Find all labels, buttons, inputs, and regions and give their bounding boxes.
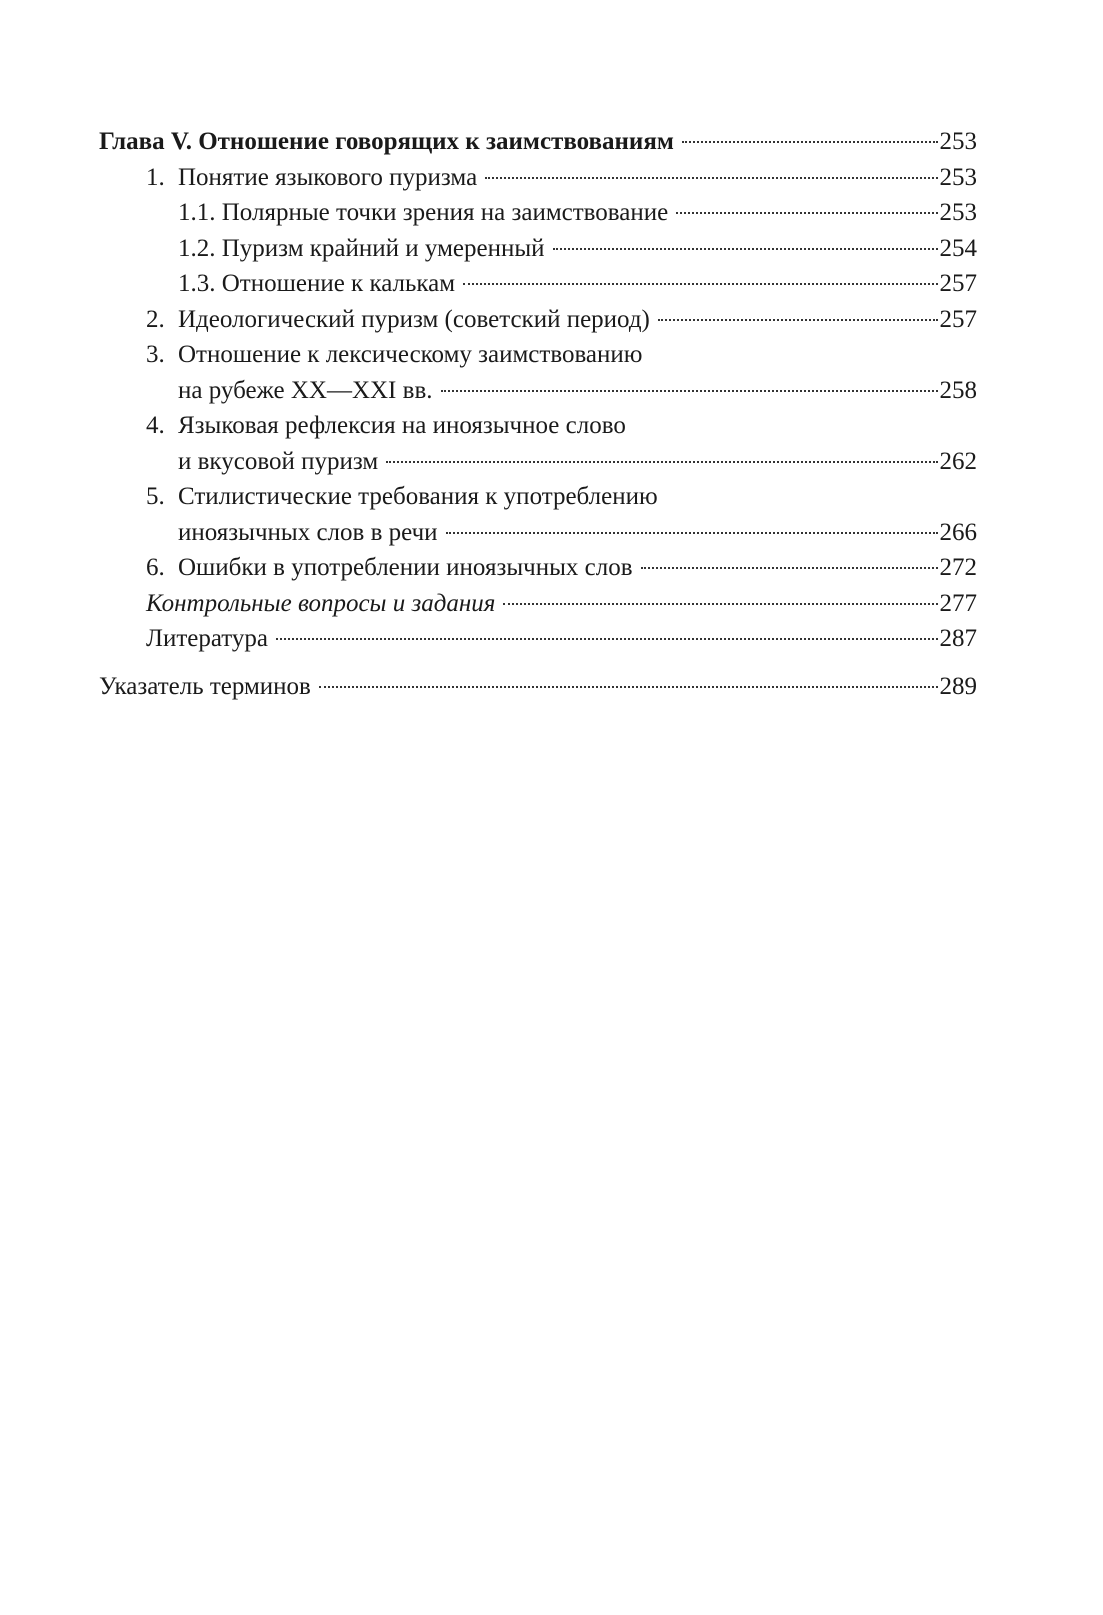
toc-entry-title: Понятие языкового пуризма <box>178 163 478 191</box>
dot-leader <box>276 638 938 640</box>
toc-entry[interactable] <box>99 550 977 586</box>
toc-entry-number: 2. <box>146 305 165 333</box>
dot-leader <box>676 212 937 214</box>
toc-entry-title: 1.1. Полярные точки зрения на заимствование <box>178 199 669 226</box>
toc-entry-title: Контрольные вопросы и задания <box>146 589 496 617</box>
toc-entry-title: 1.2. Пуризм крайний и умеренный <box>178 234 545 262</box>
toc-subentry[interactable] <box>99 266 977 302</box>
toc-subentry[interactable] <box>99 231 977 267</box>
toc-entry-literature[interactable] <box>99 621 977 657</box>
dot-leader <box>441 390 938 392</box>
table-of-contents <box>99 124 977 704</box>
toc-entry-number: 3. <box>146 341 165 368</box>
toc-entry-title-line2: и вкусовой пуризм <box>178 447 379 475</box>
toc-entry-number: 4. <box>146 412 165 439</box>
toc-entry-number: 1. <box>146 163 165 191</box>
toc-entry-title: Указатель терминов <box>99 672 311 700</box>
toc-entry-title-line2: на рубеже XX—XXI вв. <box>178 376 433 404</box>
toc-page-number: 266 <box>939 518 977 546</box>
toc-chapter-entry[interactable] <box>99 124 977 160</box>
toc-entry-title-line1: Языковая рефлексия на иноязычное слово <box>178 412 626 439</box>
toc-entry[interactable] <box>99 160 977 196</box>
toc-entry-number: 6. <box>146 554 165 581</box>
dot-leader <box>463 283 937 285</box>
toc-page-number: 258 <box>939 376 977 404</box>
toc-page-number: 257 <box>939 305 977 333</box>
dot-leader <box>319 686 938 688</box>
dot-leader <box>553 248 938 250</box>
toc-page-number: 253 <box>939 199 977 226</box>
toc-page-number: 257 <box>939 270 977 297</box>
toc-entry[interactable] <box>99 337 977 408</box>
toc-page-number: 253 <box>939 163 977 191</box>
toc-entry-title-line1: Стилистические требования к употреблению <box>178 483 658 510</box>
dot-leader <box>658 319 938 321</box>
toc-page-number: 253 <box>939 128 977 155</box>
dot-leader <box>386 461 937 463</box>
toc-entry[interactable] <box>99 408 977 479</box>
dot-leader <box>641 567 938 569</box>
toc-page-number: 277 <box>939 589 977 617</box>
dot-leader <box>682 141 938 143</box>
toc-entry-title-line2: иноязычных слов в речи <box>178 518 438 546</box>
toc-subentry[interactable] <box>99 195 977 231</box>
dot-leader <box>485 177 937 179</box>
dot-leader <box>503 603 937 605</box>
toc-entry-title: Идеологический пуризм (советский период) <box>178 305 650 333</box>
toc-page-number: 287 <box>939 625 977 652</box>
toc-entry-title-line1: Отношение к лексическому заимствованию <box>178 341 643 368</box>
toc-entry-title: 1.3. Отношение к калькам <box>178 270 456 297</box>
toc-entry[interactable] <box>99 479 977 550</box>
toc-chapter-title: Глава V. Отношение говорящих к заимствованиям <box>99 128 674 155</box>
toc-entry-title: Литература <box>146 625 268 652</box>
toc-entry-number: 5. <box>146 483 165 510</box>
toc-page-number: 272 <box>939 554 977 581</box>
toc-page-number: 289 <box>939 672 977 700</box>
dot-leader <box>446 532 938 534</box>
toc-entry-review-questions[interactable] <box>99 586 977 622</box>
toc-entry-index[interactable] <box>99 669 977 705</box>
toc-page-number: 254 <box>939 234 977 262</box>
toc-entry-title: Ошибки в употреблении иноязычных слов <box>178 554 633 581</box>
toc-page-number: 262 <box>939 447 977 475</box>
toc-entry[interactable] <box>99 302 977 338</box>
